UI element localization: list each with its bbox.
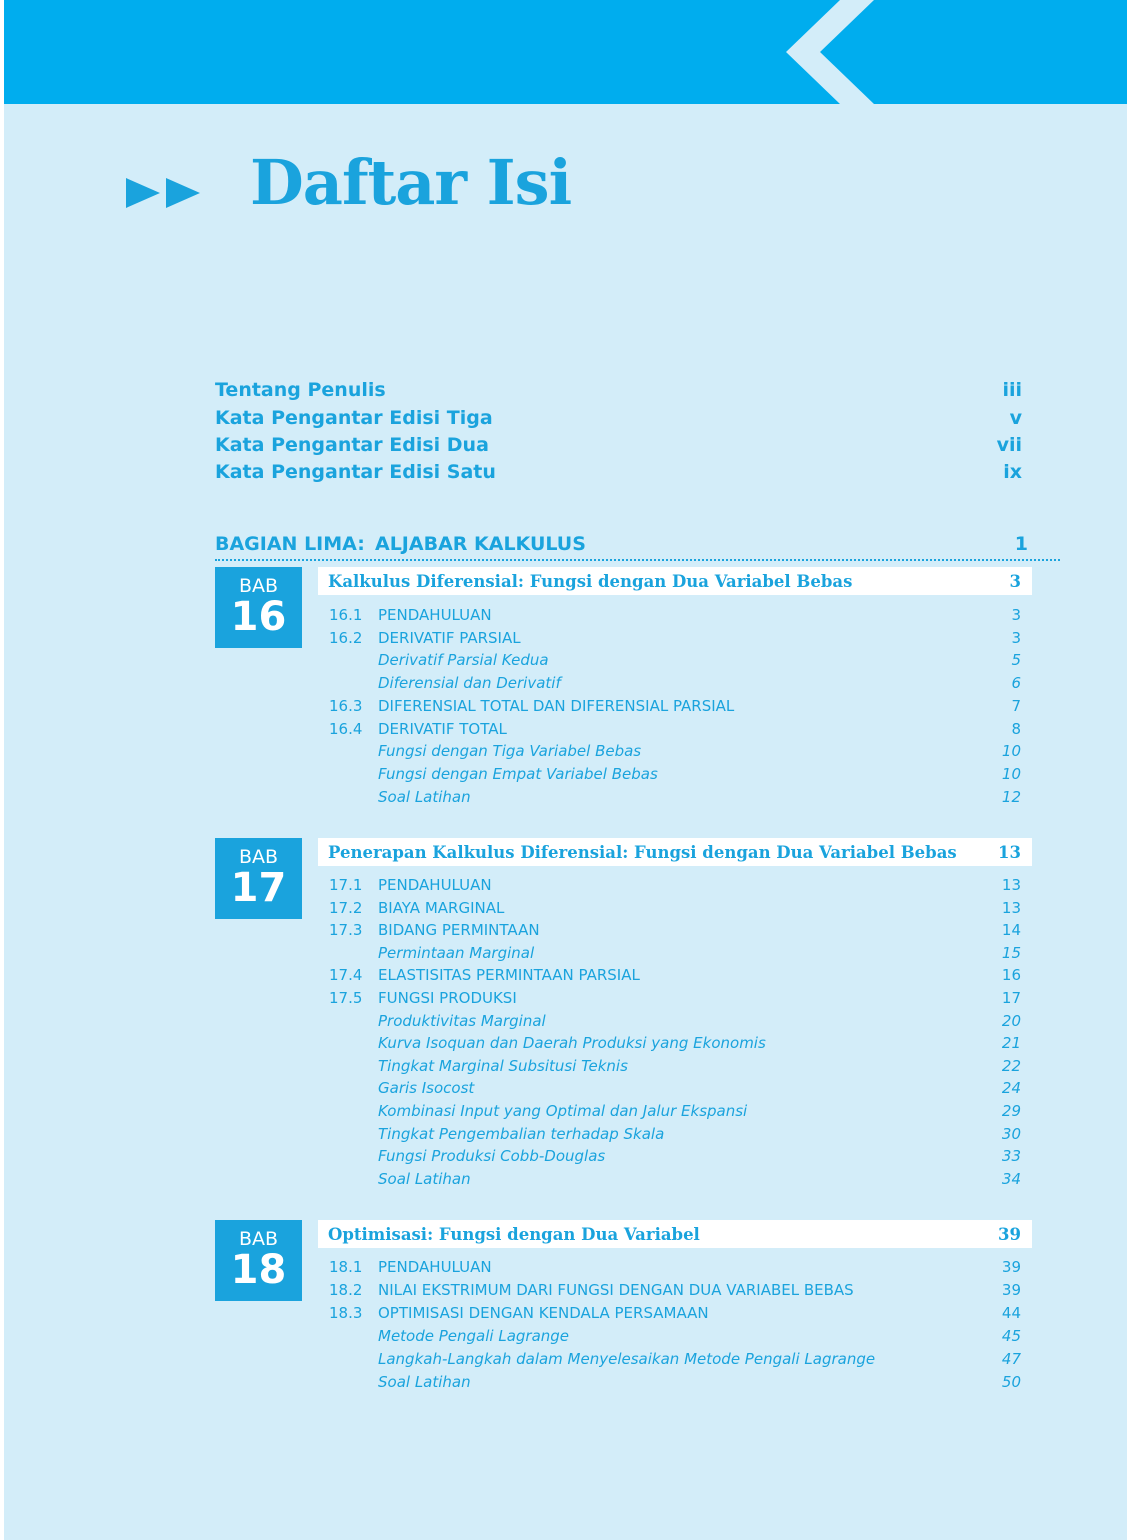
toc-subsection[interactable] — [329, 742, 1021, 764]
section-page-number: 3 — [1011, 628, 1021, 647]
section-title: BIAYA MARGINAL — [378, 898, 505, 917]
entry-page-number: v — [1009, 407, 1022, 429]
entry-title: Kata Pengantar Edisi Tiga — [215, 407, 493, 429]
chapter-badge-label: BAB — [238, 846, 279, 868]
chapter-number: 17 — [230, 865, 287, 911]
section-title: Kurva Isoquan dan Daerah Produksi yang Ekonomis — [378, 1034, 766, 1053]
chapter-badge-label: BAB — [238, 575, 279, 597]
toc-section[interactable] — [329, 697, 1021, 719]
toc-subsection[interactable] — [329, 651, 1021, 673]
section-title: Soal Latihan — [378, 1372, 471, 1391]
section-title: FUNGSI PRODUKSI — [378, 989, 517, 1007]
section-title: BIDANG PERMINTAAN — [378, 921, 540, 940]
section-number: 17.5 — [329, 989, 363, 1007]
section-page-number: 13 — [1001, 876, 1021, 894]
part-label: BAGIAN LIMA: — [215, 533, 365, 555]
toc-subsection[interactable] — [329, 944, 1021, 966]
front-matter-entry[interactable] — [215, 378, 1022, 402]
entry-page-number: vii — [996, 434, 1022, 456]
section-number: 16.3 — [329, 696, 363, 715]
toc-subsection[interactable] — [329, 1350, 1021, 1372]
section-title: PENDAHULUAN — [378, 876, 492, 894]
section-title: Derivatif Parsial Kedua — [378, 651, 549, 670]
chapter-badge — [215, 567, 302, 648]
section-number: 17.1 — [329, 876, 363, 894]
section-number: 18.3 — [329, 1303, 363, 1322]
entry-title: Kata Pengantar Edisi Dua — [215, 434, 489, 456]
toc-section[interactable] — [329, 966, 1021, 988]
section-page-number: 30 — [1001, 1124, 1021, 1143]
section-title: Produktivitas Marginal — [378, 1011, 546, 1030]
section-title: PENDAHULUAN — [378, 1258, 492, 1276]
section-title: ELASTISITAS PERMINTAAN PARSIAL — [378, 966, 640, 985]
section-number: 17.4 — [329, 966, 363, 985]
chapter-title: Optimisasi: Fungsi dengan Dua Variabel — [328, 1224, 700, 1244]
toc-subsection[interactable] — [329, 1102, 1021, 1124]
entry-page-number: iii — [1002, 379, 1022, 401]
section-title: Fungsi dengan Tiga Variabel Bebas — [378, 742, 642, 761]
chapter-page-number: 3 — [1009, 571, 1021, 591]
toc-section[interactable] — [329, 1258, 1021, 1280]
section-page-number: 7 — [1011, 696, 1021, 715]
section-number: 16.2 — [329, 628, 363, 647]
section-page-number: 21 — [1001, 1034, 1021, 1053]
section-page-number: 5 — [1011, 651, 1021, 670]
section-page-number: 50 — [1001, 1372, 1021, 1391]
toc-section[interactable] — [329, 899, 1021, 921]
chapter-heading[interactable] — [318, 838, 1032, 866]
section-title: Soal Latihan — [378, 787, 471, 806]
section-title: OPTIMISASI DENGAN KENDALA PERSAMAAN — [378, 1303, 709, 1322]
chapter-badge-label: BAB — [238, 1228, 279, 1250]
section-page-number: 8 — [1011, 719, 1021, 738]
chapter-title: Penerapan Kalkulus Diferensial: Fungsi dengan Dua Variabel Bebas — [328, 842, 957, 862]
chapter-badge — [215, 1220, 302, 1301]
toc-section[interactable] — [329, 989, 1021, 1011]
chapter-heading[interactable] — [318, 1220, 1032, 1248]
toc-section[interactable] — [329, 720, 1021, 742]
section-title: Soal Latihan — [378, 1169, 471, 1188]
entry-title: Tentang Penulis — [215, 379, 386, 401]
section-page-number: 10 — [1001, 742, 1021, 761]
double-arrow-icon — [126, 176, 206, 210]
toc-subsection[interactable] — [329, 765, 1021, 787]
entry-title: Kata Pengantar Edisi Satu — [215, 461, 496, 483]
toc-section[interactable] — [329, 606, 1021, 628]
section-page-number: 16 — [1001, 966, 1021, 985]
toc-subsection[interactable] — [329, 788, 1021, 810]
toc-subsection[interactable] — [329, 1079, 1021, 1101]
section-page-number: 20 — [1001, 1011, 1021, 1030]
section-number: 16.4 — [329, 719, 363, 738]
toc-subsection[interactable] — [329, 1034, 1021, 1056]
section-page-number: 12 — [1001, 787, 1021, 806]
front-matter-entry[interactable] — [215, 460, 1022, 484]
toc-subsection[interactable] — [329, 1012, 1021, 1034]
section-title: Tingkat Pengembalian terhadap Skala — [378, 1124, 665, 1143]
toc-subsection[interactable] — [329, 1327, 1021, 1349]
section-page-number: 33 — [1001, 1147, 1021, 1166]
chapter-title: Kalkulus Diferensial: Fungsi dengan Dua Variabel Bebas — [328, 571, 853, 591]
part-page-number: 1 — [1014, 533, 1028, 555]
page-edge — [0, 0, 4, 1540]
section-page-number: 29 — [1001, 1102, 1021, 1120]
section-page-number: 10 — [1001, 764, 1021, 783]
chapter-page-number: 39 — [998, 1224, 1021, 1244]
section-title: Diferensial dan Derivatif — [378, 674, 561, 693]
toc-section[interactable] — [329, 921, 1021, 943]
toc-section[interactable] — [329, 629, 1021, 651]
toc-subsection[interactable] — [329, 674, 1021, 696]
section-title: NILAI EKSTRIMUM DARI FUNGSI DENGAN DUA VARIABEL BEBAS — [378, 1280, 854, 1299]
toc-section[interactable] — [329, 1304, 1021, 1326]
section-page-number: 13 — [1001, 898, 1021, 917]
section-page-number: 3 — [1011, 606, 1021, 624]
section-page-number: 22 — [1001, 1056, 1021, 1075]
header-band — [4, 0, 1127, 104]
section-page-number: 6 — [1011, 674, 1021, 693]
section-title: Garis Isocost — [378, 1079, 475, 1098]
section-title: Metode Pengali Lagrange — [378, 1326, 570, 1345]
section-page-number: 14 — [1001, 921, 1021, 940]
section-title: Langkah-Langkah dalam Menyelesaikan Metode Pengali Lagrange — [378, 1349, 876, 1368]
header-chevron-icon — [780, 0, 920, 104]
chapter-page-number: 13 — [998, 842, 1021, 862]
section-title: Kombinasi Input yang Optimal dan Jalur Ekspansi — [378, 1102, 748, 1120]
section-title: Fungsi Produksi Cobb-Douglas — [378, 1147, 606, 1166]
section-page-number: 24 — [1001, 1079, 1021, 1098]
section-title: Permintaan Marginal — [378, 943, 535, 962]
toc-subsection[interactable] — [329, 1373, 1021, 1395]
toc-subsection[interactable] — [329, 1170, 1021, 1192]
section-page-number: 45 — [1001, 1326, 1021, 1345]
toc-section[interactable] — [329, 1281, 1021, 1303]
toc-subsection[interactable] — [329, 1125, 1021, 1147]
toc-subsection[interactable] — [329, 1057, 1021, 1079]
section-number: 18.1 — [329, 1258, 363, 1276]
section-page-number: 39 — [1001, 1280, 1021, 1299]
section-page-number: 44 — [1001, 1303, 1021, 1322]
section-number: 18.2 — [329, 1280, 363, 1299]
section-page-number: 39 — [1001, 1258, 1021, 1276]
part-heading[interactable] — [215, 533, 1060, 561]
toc-section[interactable] — [329, 876, 1021, 898]
toc-subsection[interactable] — [329, 1147, 1021, 1169]
section-title: Fungsi dengan Empat Variabel Bebas — [378, 764, 658, 783]
section-number: 16.1 — [329, 606, 363, 624]
section-title: PENDAHULUAN — [378, 606, 492, 624]
section-page-number: 34 — [1001, 1169, 1021, 1188]
part-title: ALJABAR KALKULUS — [375, 533, 586, 555]
chapter-number: 18 — [230, 1247, 287, 1293]
chapter-heading[interactable] — [318, 567, 1032, 595]
front-matter-entry[interactable] — [215, 433, 1022, 457]
section-title: DERIVATIF PARSIAL — [378, 628, 521, 647]
section-number: 17.2 — [329, 898, 363, 917]
chapter-badge — [215, 838, 302, 919]
section-page-number: 15 — [1001, 943, 1021, 962]
section-title: DERIVATIF TOTAL — [378, 719, 507, 738]
chapter-number: 16 — [230, 594, 287, 640]
page-title: Daftar Isi — [250, 146, 572, 219]
front-matter-entry[interactable] — [215, 406, 1022, 430]
entry-page-number: ix — [1003, 461, 1022, 483]
section-page-number: 17 — [1001, 989, 1021, 1007]
section-title: DIFERENSIAL TOTAL DAN DIFERENSIAL PARSIAL — [378, 696, 735, 715]
section-number: 17.3 — [329, 921, 363, 940]
section-title: Tingkat Marginal Subsitusi Teknis — [378, 1056, 628, 1075]
section-page-number: 47 — [1001, 1349, 1021, 1368]
